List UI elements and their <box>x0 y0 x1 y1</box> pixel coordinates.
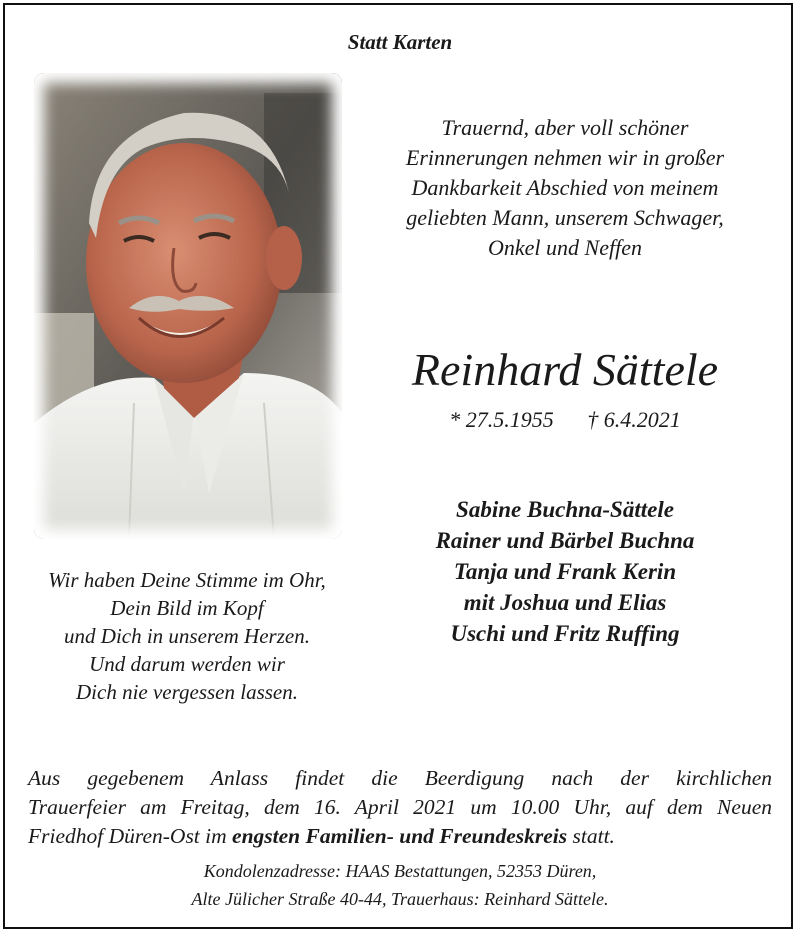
funeral-line: Aus gegebenem Anlass findet die Beerdigung nach der kirchlichen <box>28 766 772 790</box>
intro-line: Dankbarkeit Abschied von meinem <box>411 175 719 200</box>
mourners-list <box>360 494 770 649</box>
mourner-line: Uschi und Fritz Ruffing <box>450 621 680 646</box>
birth-date: * 27.5.1955 <box>449 407 554 432</box>
intro-line: Erinnerungen nehmen wir in großer <box>405 145 725 170</box>
poem-line: Dein Bild im Kopf <box>110 596 264 620</box>
poem-line: und Dich in unserem Herzen. <box>64 624 310 648</box>
header-title: Statt Karten <box>347 30 453 54</box>
funeral-line-end: statt. <box>567 824 615 848</box>
intro-line: Onkel und Neffen <box>488 235 642 260</box>
poem-line: Und darum werden wir <box>89 652 285 676</box>
funeral-line: Trauerfeier am Freitag, dem 16. April 2021 um 10.00 Uhr, auf dem Neuen <box>28 795 772 819</box>
portrait-illustration <box>34 73 342 539</box>
mourner-line: Sabine Buchna-Sättele <box>456 497 674 522</box>
funeral-bold-text: engsten Familien- und Freundeskreis <box>232 824 568 848</box>
mourner-line: Rainer und Bärbel Buchna <box>435 528 695 553</box>
condolence-address <box>0 857 800 913</box>
intro-line: Trauernd, aber voll schöner <box>441 115 689 140</box>
intro-line: geliebten Mann, unserem Schwager, <box>406 205 724 230</box>
condolence-line: Alte Jülicher Straße 40-44, Trauerhaus: Reinhard Sättele. <box>191 889 609 909</box>
poem-line: Dich nie vergessen lassen. <box>76 680 298 704</box>
condolence-line: Kondolenzadresse: HAAS Bestattungen, 52353 Düren, <box>203 861 597 881</box>
intro-text <box>360 113 770 263</box>
life-dates <box>360 407 770 433</box>
funeral-announcement <box>28 764 772 851</box>
poem-line: Wir haben Deine Stimme im Ohr, <box>48 568 326 592</box>
portrait-photo <box>34 73 342 539</box>
mourner-line: Tanja und Frank Kerin <box>453 559 677 584</box>
mourner-line: mit Joshua und Elias <box>463 590 667 615</box>
deceased-name: Reinhard Sättele <box>411 344 719 395</box>
funeral-line-start: Friedhof Düren-Ost im <box>28 824 233 848</box>
memorial-poem <box>12 566 362 706</box>
death-date: † 6.4.2021 <box>587 407 681 432</box>
